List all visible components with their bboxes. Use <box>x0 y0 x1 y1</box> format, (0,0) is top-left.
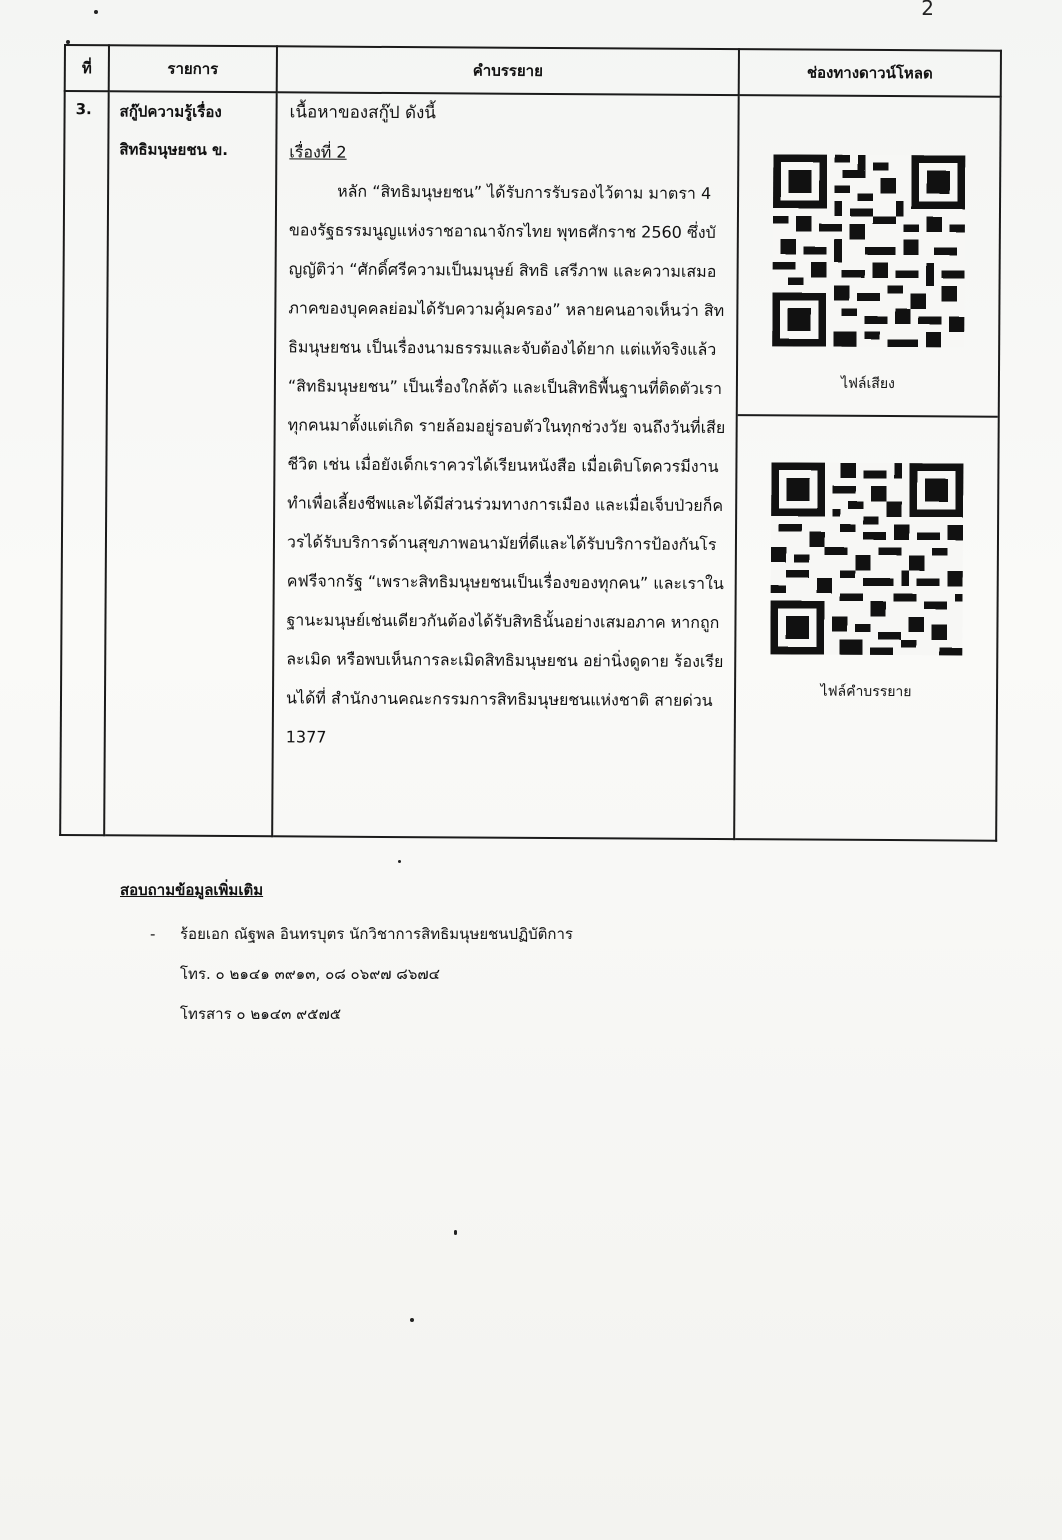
contact-section <box>120 878 573 1026</box>
description-download-cell <box>735 416 998 840</box>
row-description <box>272 92 739 839</box>
bullet-marker: - <box>150 925 156 943</box>
table-row <box>60 91 1001 841</box>
description-body: หลัก “สิทธิมนุษยชน” ได้รับการรับรองไว้ตาม มาตรา 4 ของรัฐธรรมนูญแห่งราชอาณาจักรไทย พุทธศักราช 2560 ซึ่งบัญญัติว่า “ศักดิ์ศรีความเป็นมนุษย์ สิทธิ เสรีภาพ และความเสมอภาคของบุคคลย่อมได้รับความคุ้มครอง” หลายคนอาจเห็นว่า สิทธิมนุษยชน เป็นเรื่องนามธรรมและจับต้องได้ยาก แต่แท้จริงแล้ว “สิทธิมนุษยชน” เป็นเรื่องใกล้ตัว และเป็นสิทธิพื้นฐานที่ติดตัวเราทุกคนมาตั้งแต่เกิด รายล้อมอยู่รอบตัวในทุกช่วงวัย จนถึงวันที่เสียชีวิต เช่น เมื่อยังเด็กเราควรได้เรียนหนังสือ เมื่อเติบโตควรมีงานทำเพื่อเลี้ยงชีพและได้มีส่วนร่วมทางการเมือง และเมื่อเจ็บป่วยก็ควรได้รับบริการด้านสุขภาพอนามัยที่ดีและได้รับบริการป้องกันโรคฟรีจากรัฐ “เพราะสิทธิมนุษยชนเป็นเรื่องของทุกคน” และเราในฐานะมนุษย์เช่นเดียวกันต้องได้รับสิทธินั้นอย่างเสมอภาค หากถูกละเมิด หรือพบเห็นการละเมิดสิทธิมนุษยชน อย่านิ่งดูดาย ร้องเรียนได้ที่ สำนักงานคณะกรรมการสิทธิมนุษยชนแห่งชาติ สายด่วน 1377 <box>285 181 726 747</box>
description-file-label: ไฟล์คำบรรยาย <box>820 683 912 701</box>
qr-code-description-icon[interactable] <box>770 462 963 655</box>
contact-phone: โทร. ๐ ๒๑๔๑ ๓๙๑๓, ๐๘ ๐๖๙๗ ๘๖๗๔ <box>180 965 440 983</box>
row-number: 3. <box>60 91 109 835</box>
contact-title: สอบถามข้อมูลเพิ่มเติม <box>120 881 264 899</box>
audio-download-cell <box>738 96 1000 418</box>
header-no: ที่ <box>65 45 109 91</box>
description-heading: เนื้อหาของสกู๊ป ดังนี้ <box>289 102 437 124</box>
row-item <box>104 91 277 836</box>
header-download: ช่องทางดาวน์โหลด <box>739 49 1001 97</box>
item-line-2: สิทธิมนุษยชน ข. <box>119 140 229 160</box>
row-download <box>734 95 1001 841</box>
table-header-row <box>65 45 1001 97</box>
contact-fax: โทรสาร ๐ ๒๑๔๓ ๙๕๗๕ <box>180 1005 342 1023</box>
scan-speck <box>66 40 70 44</box>
header-item: รายการ <box>109 45 277 92</box>
scan-speck <box>94 10 98 14</box>
contact-name: ร้อยเอก ณัฐพล อินทรบุตร นักวิชาการสิทธิมนุษยชนปฏิบัติการ <box>180 925 573 943</box>
description-story-title: เรื่องที่ 2 <box>289 142 347 162</box>
contact-name-line <box>150 922 573 946</box>
scan-speck <box>410 1318 414 1322</box>
qr-code-audio-icon[interactable] <box>772 154 965 347</box>
audio-file-label: ไฟล์เสียง <box>840 375 895 393</box>
page-number: 2 <box>921 0 934 20</box>
item-line-1: สกู๊ปความรู้เรื่อง <box>119 102 222 121</box>
header-description: คำบรรยาย <box>277 46 739 95</box>
scan-speck <box>398 860 401 863</box>
content-table <box>59 44 1002 842</box>
scan-speck <box>454 1230 457 1235</box>
